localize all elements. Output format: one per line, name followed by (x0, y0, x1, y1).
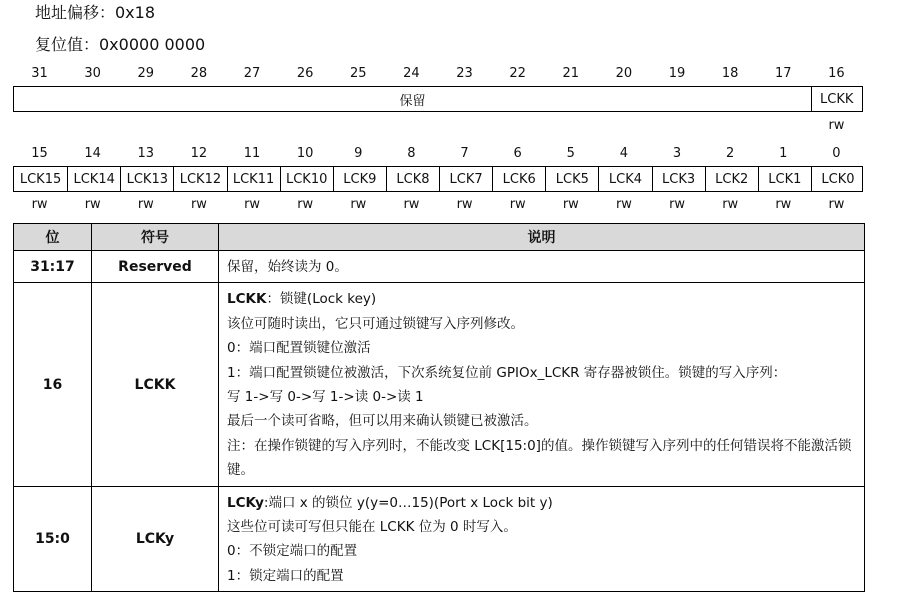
row-description (219, 486, 865, 592)
access-label: rw (403, 197, 420, 212)
table-row (14, 251, 865, 283)
register-row-low (13, 166, 863, 192)
row-description (219, 283, 865, 486)
bit-number: 10 (296, 146, 314, 161)
access-label: rw (775, 197, 792, 212)
description-line: 这些位可读可写但只能在 LCKK 位为 0 时写入。 (227, 519, 517, 536)
reset-value: 复位值：0x0000 0000 (35, 35, 206, 54)
lock-bit-field: LCK12 (173, 167, 226, 191)
bit-number: 26 (296, 66, 314, 81)
access-label: rw (828, 197, 845, 212)
bit-numbers-low (13, 146, 863, 164)
bit-number: 21 (562, 66, 580, 81)
bit-number: 9 (354, 146, 363, 161)
access-label: rw (456, 197, 473, 212)
row-symbol: LCKy (92, 486, 219, 592)
access-label: rw (615, 197, 632, 212)
bit-number: 12 (190, 146, 208, 161)
access-label: rw (297, 197, 314, 212)
address-offset: 地址偏移：0x18 (35, 3, 156, 22)
row-description (219, 251, 865, 283)
description-line: 保留，始终读为 0。 (227, 259, 348, 275)
header-symbol: 符号 (92, 224, 219, 251)
bit-number: 2 (726, 146, 735, 161)
reserved-field: 保留 (399, 93, 426, 109)
table-header-row (14, 224, 865, 251)
access-label: rw (828, 118, 845, 133)
description-line: 0：端口配置锁键位激活 (227, 340, 371, 357)
bit-number: 14 (84, 146, 101, 161)
access-label: rw (244, 197, 261, 212)
access-label: rw (562, 197, 579, 212)
bit-number: 8 (407, 146, 416, 161)
bit-number: 28 (190, 66, 208, 81)
bit-number: 15 (31, 146, 48, 161)
header-bit: 位 (14, 224, 92, 251)
description-line: 该位可随时读出，它只可通过锁键写入序列修改。 (227, 315, 524, 332)
access-row-low (13, 197, 863, 213)
access-label: rw (669, 197, 686, 212)
lock-bit-field: LCK15 (19, 171, 62, 187)
bit-number: 16 (828, 66, 845, 81)
bit-number: 19 (668, 66, 686, 81)
bit-number: 17 (775, 66, 792, 81)
lock-bit-field: LCK5 (545, 167, 598, 191)
table-row (14, 486, 865, 592)
row-bit: 31:17 (14, 251, 92, 283)
bit-number: 11 (243, 146, 261, 161)
bit-number: 29 (137, 66, 155, 81)
row-bit: 15:0 (14, 486, 92, 592)
description-line: 1：端口配置锁键位被激活，下次系统复位前 GPIOx_LCKR 寄存器被锁住。锁键的写入序列： (227, 364, 787, 381)
lock-bit-field: LCK1 (758, 167, 811, 191)
title-rest: ：锁键(Lock key) (266, 291, 377, 308)
title-bold: LCKy (227, 494, 264, 511)
description-title (227, 491, 856, 515)
access-row-high (13, 118, 863, 134)
bit-number: 1 (779, 146, 788, 161)
description-line: 0：不锁定端口的配置 (227, 543, 358, 560)
lock-bit-field: LCK6 (492, 167, 545, 191)
access-label: rw (84, 197, 101, 212)
description-title (227, 287, 856, 311)
title-rest: :端口 x 的锁位 y(y=0…15)(Port x Lock bit y) (263, 494, 553, 511)
bit-description-table (13, 223, 865, 592)
access-label: rw (190, 197, 207, 212)
bit-number: 22 (509, 66, 526, 81)
lock-bit-field: LCK9 (333, 167, 386, 191)
row-symbol: LCKK (92, 283, 219, 486)
title-bold: LCKK (227, 291, 267, 308)
bit-number: 5 (566, 146, 575, 161)
access-label: rw (350, 197, 367, 212)
bit-number: 27 (243, 66, 261, 81)
lock-bit-field: LCK2 (705, 167, 758, 191)
bit-number: 6 (513, 146, 522, 161)
register-row-high (13, 86, 863, 112)
lock-bit-field: LCK10 (280, 167, 333, 191)
bit-number: 13 (137, 146, 155, 161)
bit-number: 7 (460, 146, 469, 161)
access-label: rw (137, 197, 154, 212)
lock-bit-field: LCK4 (598, 167, 651, 191)
lock-bit-field: LCK14 (67, 167, 120, 191)
bit-number: 24 (403, 66, 420, 81)
bit-numbers-high (13, 66, 863, 84)
bit-number: 20 (615, 66, 633, 81)
lock-bit-field: LCK7 (439, 167, 492, 191)
description-line: 注：在操作锁键的写入序列时，不能改变 LCK[15:0]的值。操作锁键写入序列中的任何错误将不能激活锁键。 (227, 437, 852, 479)
lock-bit-field: LCK0 (811, 167, 864, 191)
bit-number: 18 (721, 66, 739, 81)
access-label: rw (31, 197, 48, 212)
bit-number: 30 (84, 66, 101, 81)
lock-bit-field: LCK8 (386, 167, 439, 191)
description-line: 最后一个读可省略，但可以用来确认锁键已被激活。 (227, 413, 538, 430)
access-label: rw (722, 197, 739, 212)
row-symbol: Reserved (92, 251, 219, 283)
lock-bit-field: LCK13 (120, 167, 173, 191)
bit-number: 0 (832, 146, 841, 161)
description-line: 写 1->写 0->写 1->读 0->读 1 (227, 389, 424, 406)
table-row (14, 283, 865, 486)
lckk-field: LCKK (811, 87, 862, 111)
description-line: 1：锁定端口的配置 (227, 567, 344, 584)
bit-number: 31 (31, 66, 48, 81)
access-label: rw (509, 197, 526, 212)
bit-number: 25 (350, 66, 367, 81)
lock-bit-field: LCK3 (652, 167, 705, 191)
lock-bit-field: LCK11 (227, 167, 280, 191)
row-bit: 16 (14, 283, 92, 486)
header-description: 说明 (219, 224, 865, 251)
bit-number: 4 (619, 146, 629, 161)
bit-number: 23 (456, 66, 473, 81)
bit-number: 3 (672, 146, 682, 161)
